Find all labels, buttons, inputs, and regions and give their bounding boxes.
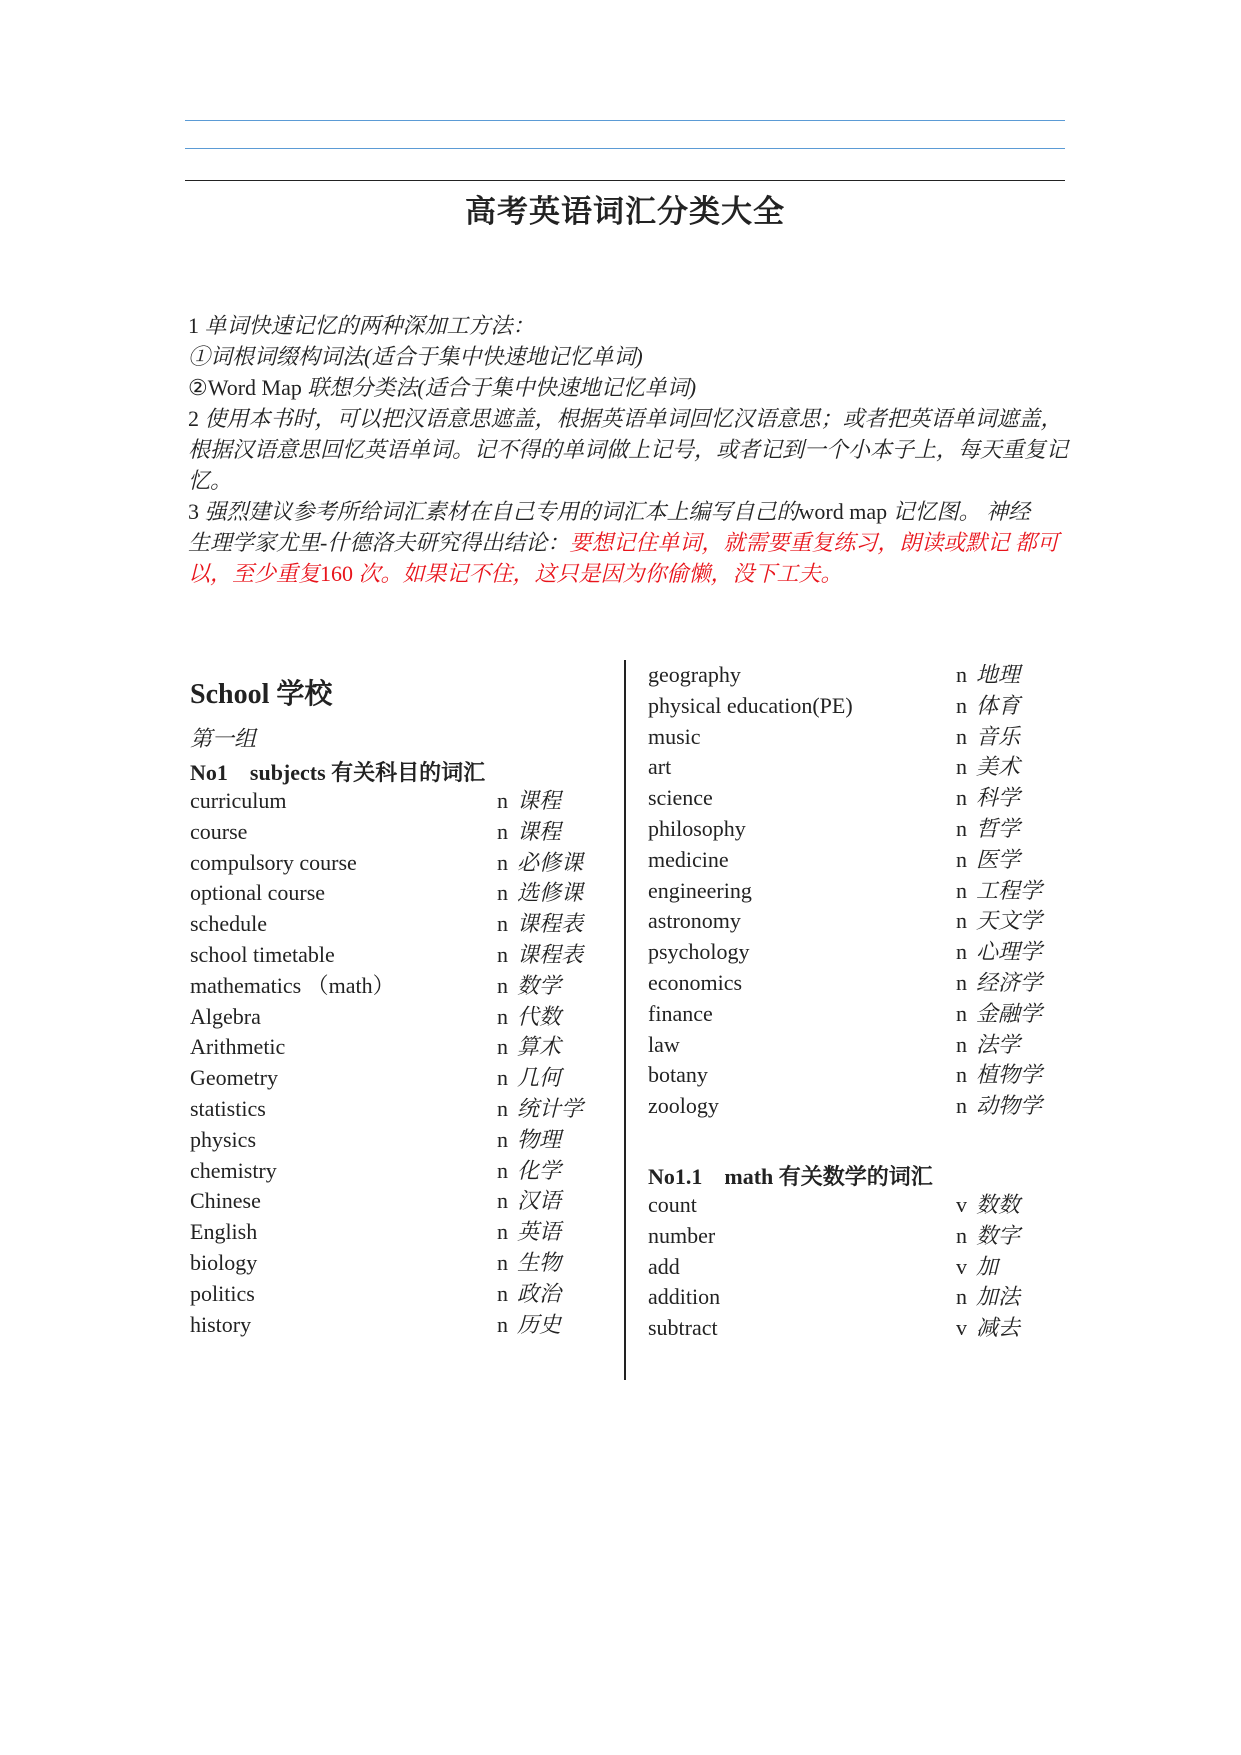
section-title: School 学校 bbox=[190, 679, 333, 710]
vocab-row bbox=[190, 786, 610, 817]
group-label: 第一组 bbox=[190, 726, 257, 751]
vocab-meaning: 选修课 bbox=[517, 880, 584, 906]
vocab-meaning: 课程表 bbox=[517, 941, 584, 967]
vocab-word: music bbox=[648, 723, 701, 749]
vocab-list-subjects-left bbox=[190, 786, 610, 1340]
vocab-row bbox=[648, 1221, 1068, 1252]
document-title: 高考英语词汇分类大全 bbox=[465, 194, 785, 230]
intro-block bbox=[188, 310, 1068, 589]
vocab-meaning: 加法 bbox=[976, 1284, 1021, 1310]
vocab-meaning: 政治 bbox=[517, 1280, 562, 1306]
vocab-meaning: 课程 bbox=[517, 818, 562, 844]
vocab-row bbox=[648, 722, 1068, 753]
vocab-word: physical education(PE) bbox=[648, 692, 853, 718]
vocab-word: finance bbox=[648, 1000, 713, 1026]
vocab-word: school timetable bbox=[190, 941, 335, 967]
vocab-word: Chinese bbox=[190, 1188, 261, 1214]
vocab-part-of-speech: n bbox=[497, 911, 508, 937]
vocab-part-of-speech: n bbox=[956, 969, 967, 995]
vocab-row bbox=[190, 848, 610, 879]
vocab-part-of-speech: n bbox=[956, 1000, 967, 1026]
vocab-row bbox=[190, 1186, 610, 1217]
vocab-part-of-speech: n bbox=[497, 1095, 508, 1121]
vocab-row bbox=[190, 1094, 610, 1125]
vocab-part-of-speech: n bbox=[956, 1062, 967, 1088]
vocab-row bbox=[648, 1030, 1068, 1061]
vocab-row bbox=[190, 817, 610, 848]
vocab-meaning: 必修课 bbox=[517, 849, 584, 875]
vocab-part-of-speech: n bbox=[956, 846, 967, 872]
vocab-meaning: 历史 bbox=[517, 1311, 562, 1337]
vocab-word: chemistry bbox=[190, 1157, 277, 1183]
vocab-part-of-speech: n bbox=[956, 908, 967, 934]
vocab-meaning: 课程 bbox=[517, 788, 562, 813]
vocab-word: botany bbox=[648, 1062, 708, 1088]
vocab-meaning: 统计学 bbox=[517, 1095, 584, 1121]
vocab-row bbox=[190, 1125, 610, 1156]
vocab-row bbox=[648, 814, 1068, 845]
vocab-meaning: 金融学 bbox=[976, 1000, 1043, 1026]
vocab-row bbox=[648, 845, 1068, 876]
vocab-meaning: 英语 bbox=[517, 1219, 562, 1245]
vocab-part-of-speech: n bbox=[956, 662, 967, 687]
intro-line-5: 根据汉语意思回忆英语单词。记不得的单词做上记号，或者记到一个小本子上，每天重复记 bbox=[188, 437, 1069, 462]
vocab-part-of-speech: n bbox=[497, 941, 508, 967]
vocab-part-of-speech: n bbox=[956, 1284, 967, 1310]
vocab-word: philosophy bbox=[648, 815, 746, 841]
vocab-part-of-speech: n bbox=[956, 723, 967, 749]
vocab-row bbox=[190, 1248, 610, 1279]
vocab-row bbox=[648, 1091, 1068, 1122]
vocab-word: count bbox=[648, 1192, 697, 1217]
vocab-meaning: 医学 bbox=[976, 846, 1021, 872]
vocab-word: addition bbox=[648, 1284, 721, 1310]
vocab-row bbox=[190, 971, 610, 1002]
vocab-meaning: 科学 bbox=[976, 785, 1021, 811]
vocab-row bbox=[648, 999, 1068, 1030]
vocab-row bbox=[190, 1002, 610, 1033]
vocab-meaning: 加 bbox=[976, 1253, 999, 1279]
vocab-meaning: 心理学 bbox=[976, 939, 1043, 965]
vocab-list-math bbox=[648, 1190, 1068, 1344]
subheading-no1: No1 subjects 有关科目的词汇 bbox=[190, 760, 486, 785]
vocab-part-of-speech: n bbox=[497, 818, 508, 844]
vocab-part-of-speech: n bbox=[497, 1249, 508, 1275]
vocab-part-of-speech: n bbox=[497, 1311, 508, 1337]
header-rule-top bbox=[185, 120, 1065, 121]
vocab-part-of-speech: n bbox=[956, 754, 967, 780]
vocab-word: Arithmetic bbox=[190, 1034, 286, 1060]
vocab-meaning: 天文学 bbox=[976, 908, 1043, 934]
vocab-word: Geometry bbox=[190, 1065, 278, 1091]
vocab-meaning: 数字 bbox=[976, 1222, 1021, 1248]
vocab-row bbox=[648, 691, 1068, 722]
vocab-part-of-speech: n bbox=[956, 692, 967, 718]
vocab-part-of-speech: n bbox=[956, 1222, 967, 1248]
vocab-row bbox=[190, 1063, 610, 1094]
intro-line-1: 1 单词快速记忆的两种深加工方法： bbox=[188, 313, 535, 338]
vocab-meaning: 物理 bbox=[517, 1126, 562, 1152]
intro-line-2: ①词根词缀构词法(适合于集中快速地记忆单词) bbox=[188, 344, 643, 369]
vocab-meaning: 经济学 bbox=[976, 969, 1043, 995]
vocab-word: science bbox=[648, 785, 713, 811]
vocab-part-of-speech: n bbox=[497, 1280, 508, 1306]
vocab-row bbox=[648, 1282, 1068, 1313]
vocab-word: number bbox=[648, 1222, 716, 1248]
vocab-meaning: 减去 bbox=[976, 1315, 1021, 1341]
vocab-part-of-speech: n bbox=[956, 877, 967, 903]
vocab-meaning: 课程表 bbox=[517, 911, 584, 937]
vocab-word: add bbox=[648, 1253, 680, 1279]
vocab-list-subjects-right bbox=[648, 660, 1068, 1122]
vocab-word: compulsory course bbox=[190, 849, 357, 875]
vocab-part-of-speech: n bbox=[497, 880, 508, 906]
vocab-row bbox=[190, 1032, 610, 1063]
vocab-word: economics bbox=[648, 969, 743, 995]
vocab-row bbox=[648, 752, 1068, 783]
vocab-word: Algebra bbox=[190, 1003, 261, 1029]
vocab-row bbox=[648, 1190, 1068, 1221]
vocab-row bbox=[648, 1313, 1068, 1344]
vocab-word: schedule bbox=[190, 911, 267, 937]
vocab-row bbox=[190, 1279, 610, 1310]
vocab-part-of-speech: n bbox=[497, 849, 508, 875]
vocab-part-of-speech: n bbox=[497, 1157, 508, 1183]
vocab-meaning: 体育 bbox=[976, 692, 1021, 718]
vocab-meaning: 汉语 bbox=[517, 1188, 562, 1214]
vocab-row bbox=[648, 876, 1068, 907]
vocab-word: course bbox=[190, 818, 248, 844]
vocab-part-of-speech: n bbox=[497, 1034, 508, 1060]
vocab-word: curriculum bbox=[190, 788, 287, 813]
vocab-word: zoology bbox=[648, 1093, 719, 1119]
vocab-part-of-speech: n bbox=[497, 1188, 508, 1214]
vocab-meaning: 数数 bbox=[976, 1192, 1021, 1217]
vocab-word: biology bbox=[190, 1249, 258, 1275]
vocab-word: astronomy bbox=[648, 908, 741, 934]
vocab-word: psychology bbox=[648, 939, 750, 965]
vocab-row bbox=[648, 1060, 1068, 1091]
vocab-meaning: 法学 bbox=[976, 1031, 1021, 1057]
vocab-part-of-speech: n bbox=[497, 972, 508, 998]
vocab-row bbox=[190, 1310, 610, 1341]
vocab-part-of-speech: n bbox=[956, 785, 967, 811]
vocab-row bbox=[190, 1217, 610, 1248]
vocab-row bbox=[190, 940, 610, 971]
vocab-part-of-speech: n bbox=[497, 1126, 508, 1152]
vocab-row bbox=[648, 783, 1068, 814]
vocab-word: law bbox=[648, 1031, 680, 1057]
vocab-part-of-speech: v bbox=[956, 1253, 967, 1279]
vocab-meaning: 哲学 bbox=[976, 815, 1021, 841]
vocab-part-of-speech: n bbox=[497, 788, 508, 813]
vocab-word: mathematics （math） bbox=[190, 972, 395, 998]
vocab-part-of-speech: n bbox=[497, 1003, 508, 1029]
intro-line-6: 忆。 bbox=[188, 468, 233, 493]
intro-line-4: 2 使用本书时，可以把汉语意思遮盖，根据英语单词回忆汉语意思；或者把英语单词遮盖， bbox=[188, 406, 1063, 431]
vocab-part-of-speech: n bbox=[497, 1219, 508, 1245]
vocab-row bbox=[648, 906, 1068, 937]
vocab-part-of-speech: n bbox=[956, 815, 967, 841]
vocab-meaning: 算术 bbox=[517, 1034, 562, 1060]
vocab-meaning: 植物学 bbox=[976, 1062, 1043, 1088]
vocab-meaning: 音乐 bbox=[976, 723, 1021, 749]
vocab-word: subtract bbox=[648, 1315, 718, 1341]
vocab-meaning: 地理 bbox=[976, 662, 1021, 687]
vocab-meaning: 数学 bbox=[517, 972, 562, 998]
vocab-row bbox=[648, 937, 1068, 968]
vocab-word: physics bbox=[190, 1126, 256, 1152]
vocab-word: politics bbox=[190, 1280, 255, 1306]
vocab-row bbox=[190, 909, 610, 940]
vocab-word: engineering bbox=[648, 877, 752, 903]
vocab-word: statistics bbox=[190, 1095, 266, 1121]
vocab-meaning: 化学 bbox=[517, 1157, 562, 1183]
vocab-row bbox=[648, 1252, 1068, 1283]
vocab-row bbox=[648, 968, 1068, 999]
vocab-part-of-speech: n bbox=[956, 1031, 967, 1057]
header-rule-bottom bbox=[185, 180, 1065, 181]
vocab-meaning: 动物学 bbox=[976, 1093, 1043, 1119]
vocab-meaning: 工程学 bbox=[976, 877, 1043, 903]
header-rule-middle bbox=[185, 148, 1065, 149]
vocab-meaning: 代数 bbox=[517, 1003, 562, 1029]
vocab-row bbox=[190, 1156, 610, 1187]
vocab-row bbox=[648, 660, 1068, 691]
vocab-word: geography bbox=[648, 662, 741, 687]
vocab-part-of-speech: n bbox=[956, 1093, 967, 1119]
subheading-no1-1: No1.1 math 有关数学的词汇 bbox=[648, 1164, 933, 1189]
vocab-word: optional course bbox=[190, 880, 326, 906]
intro-line-3: ②Word Map 联想分类法(适合于集中快速地记忆单词) bbox=[188, 375, 697, 400]
vocab-word: medicine bbox=[648, 846, 729, 872]
intro-line-8: 生理学家尤里-什德洛夫研究得出结论：要想记住单词，就需要重复练习，朗读或默记 都可 bbox=[188, 530, 1059, 555]
vocab-meaning: 生物 bbox=[517, 1249, 562, 1275]
column-divider bbox=[624, 660, 626, 1380]
vocab-row bbox=[190, 878, 610, 909]
vocab-word: art bbox=[648, 754, 672, 780]
vocab-meaning: 几何 bbox=[517, 1065, 562, 1091]
vocab-part-of-speech: v bbox=[956, 1192, 967, 1217]
vocab-word: history bbox=[190, 1311, 252, 1337]
vocab-meaning: 美术 bbox=[976, 754, 1021, 780]
vocab-part-of-speech: v bbox=[956, 1315, 967, 1341]
vocab-word: English bbox=[190, 1219, 258, 1245]
intro-line-7: 3 强烈建议参考所给词汇素材在自己专用的词汇本上编写自己的word map 记忆图。 神经 bbox=[188, 499, 1031, 524]
vocab-part-of-speech: n bbox=[497, 1065, 508, 1091]
intro-line-9: 以，至少重复160 次。如果记不住，这只是因为你偷懒，没下工夫。 bbox=[188, 561, 843, 586]
vocab-part-of-speech: n bbox=[956, 939, 967, 965]
